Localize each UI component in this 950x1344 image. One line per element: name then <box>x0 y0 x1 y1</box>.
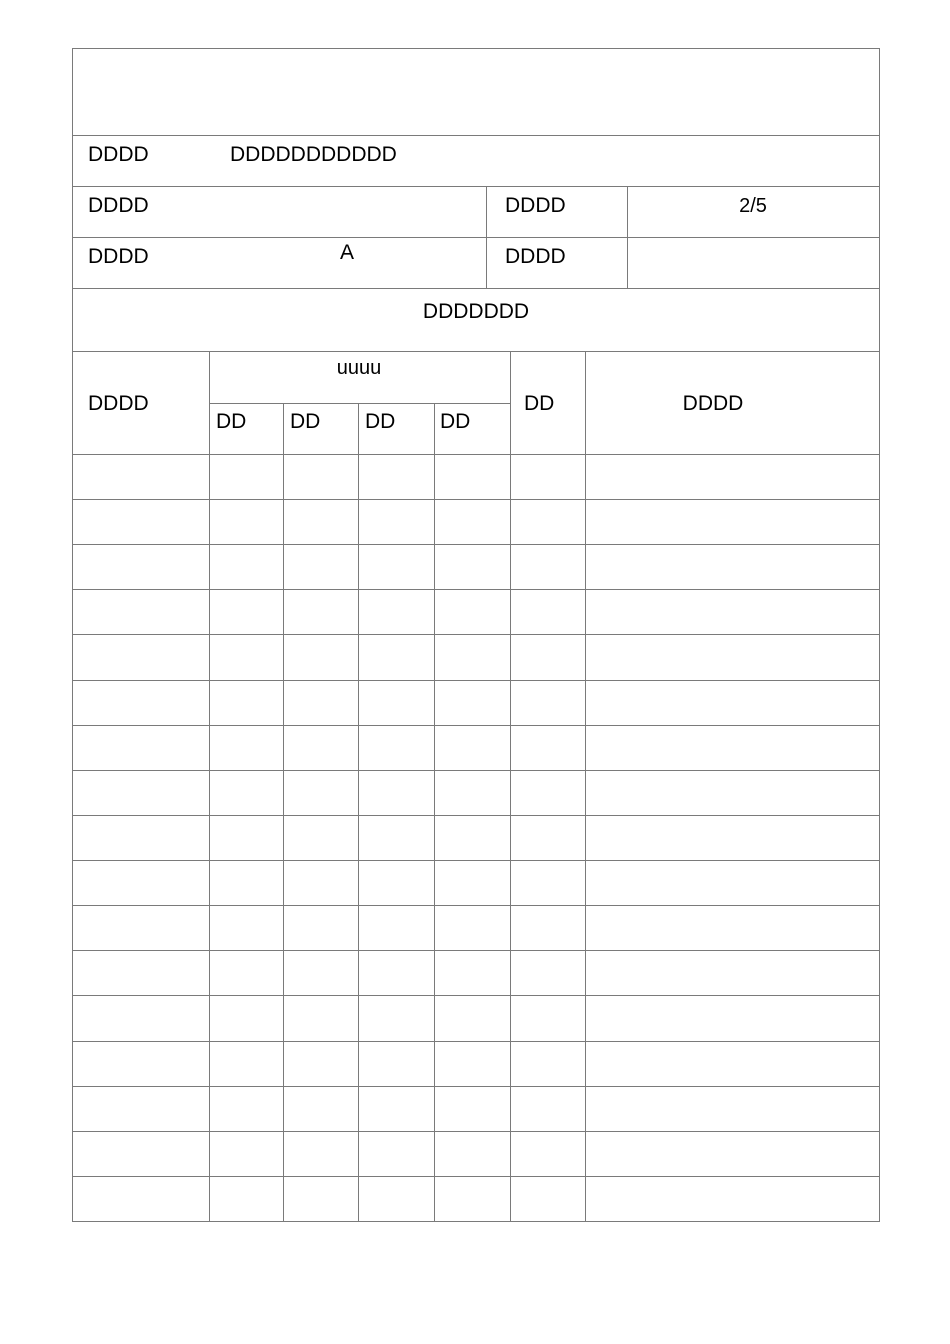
table-row-divider <box>72 634 880 635</box>
table-column-divider <box>358 403 359 1221</box>
col1-header: DDDD <box>88 392 149 415</box>
page-number: 2/5 <box>739 195 767 217</box>
rule-row2-bottom <box>72 237 880 238</box>
table-row-divider <box>72 860 880 861</box>
table-row-divider <box>72 1041 880 1042</box>
table-column-divider <box>209 351 210 1221</box>
table-row-divider <box>72 905 880 906</box>
table-row-divider <box>72 589 880 590</box>
table-row-divider <box>72 1131 880 1132</box>
table-column-divider <box>434 403 435 1221</box>
sub-header-3: DD <box>365 410 396 433</box>
row3-left-label: DDDD <box>88 245 149 268</box>
col6-header: DD <box>524 392 555 415</box>
table-column-divider <box>585 351 586 1221</box>
document-form <box>72 48 880 1222</box>
table-row-divider <box>72 499 880 500</box>
row3-right-label: DDDD <box>505 245 566 268</box>
table-row-divider <box>72 950 880 951</box>
table-row-divider <box>72 680 880 681</box>
rule-table-header-bottom <box>72 454 880 455</box>
rule-row3-bottom <box>72 288 880 289</box>
rule-row1-bottom <box>72 186 880 187</box>
table-row-divider <box>72 1176 880 1177</box>
table-row-divider <box>72 544 880 545</box>
sub-header-4: DD <box>440 410 471 433</box>
row1-label: DDDD <box>88 143 149 166</box>
rule-header-split <box>486 186 487 288</box>
table-column-divider <box>283 403 284 1221</box>
sub-header-2: DD <box>290 410 321 433</box>
table-row-divider <box>72 995 880 996</box>
table-row-divider <box>72 770 880 771</box>
rule-title-bottom <box>72 135 880 136</box>
row3-left-value: A <box>339 241 355 264</box>
group-header: uuuu <box>336 357 382 379</box>
col7-header: DDDD <box>682 392 744 415</box>
rule-section-bottom <box>72 351 880 352</box>
table-row-divider <box>72 1086 880 1087</box>
section-title: DDDDDDD <box>422 300 530 323</box>
table-row-divider <box>72 725 880 726</box>
row2-left-label: DDDD <box>88 194 149 217</box>
rule-header-split-2 <box>627 186 628 288</box>
table-column-divider <box>510 351 511 1221</box>
table-row-divider <box>72 815 880 816</box>
row2-right-label: DDDD <box>505 194 566 217</box>
rule-group-header-bottom <box>209 403 510 404</box>
row1-value: DDDDDDDDDDD <box>230 143 397 166</box>
sub-header-1: DD <box>216 410 247 433</box>
